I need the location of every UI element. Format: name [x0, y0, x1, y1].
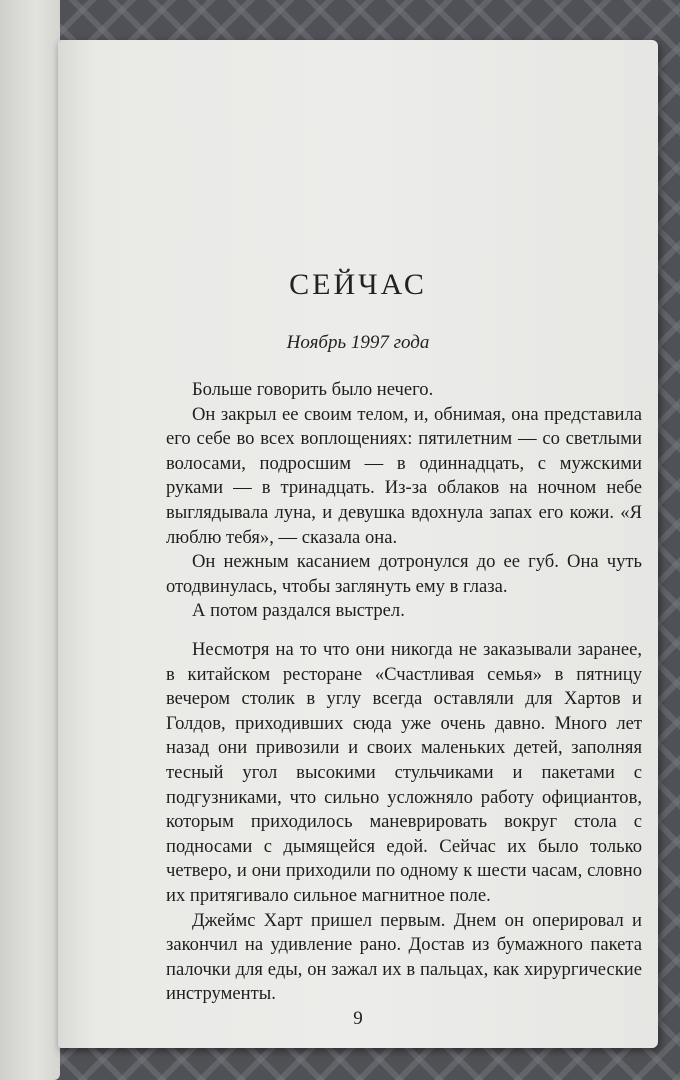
page-number: 9: [353, 1008, 363, 1029]
paragraph: Он закрыл ее своим телом, и, обнимая, она представила его себе во всех воплощениях: пятилетним — со светлыми волосами, подросшим — в одиннадцать, с мужскими руками — в тринадцать. Из-за облаков на ночном небе выглядывала луна, и девушка вдохнула запах его кожи. «Я люблю тебя», — сказала она.: [166, 403, 642, 548]
chapter-subtitle-date: Ноябрь 1997 года: [286, 332, 430, 353]
paragraph: Несмотря на то что они никогда не заказывали заранее, в китайском ресторане «Счастливая семья» в пятницу вечером столик в углу всегда оставляли для Хартов и Голдов, приходивших сюда уже очень давно. Много лет назад они привозили и своих маленьких детей, заполняя тесный угол высокими стульчиками и пакетами с подгузниками, что сильно усложняло работу официантов, которым приходилось маневрировать вокруг стола с подносами с дымящейся едой. Сейчас их было только четверо, и они приходили по одному к шести часам, словно их притягивало сильное магнитное поле.: [166, 639, 642, 906]
chapter-title: СЕЙЧАС: [289, 268, 427, 301]
paragraph: Больше говорить было нечего.: [192, 379, 434, 400]
paragraph: Джеймс Харт пришел первым. Днем он оперировал и закончил на удивление рано. Достав из бумажного пакета палочки для еды, он зажал их в пальцах, как хирургические инструменты.: [166, 909, 642, 1005]
text-section-1: [166, 378, 642, 624]
text-section-2: [166, 638, 642, 1007]
previous-page-edge: [0, 0, 60, 1080]
paragraph: А потом раздался выстрел.: [192, 600, 405, 622]
paragraph: Он нежным касанием дотронулся до ее губ. Она чуть отодвинулась, чтобы заглянуть ему в глаза.: [166, 551, 642, 597]
book-page: [58, 40, 658, 1048]
